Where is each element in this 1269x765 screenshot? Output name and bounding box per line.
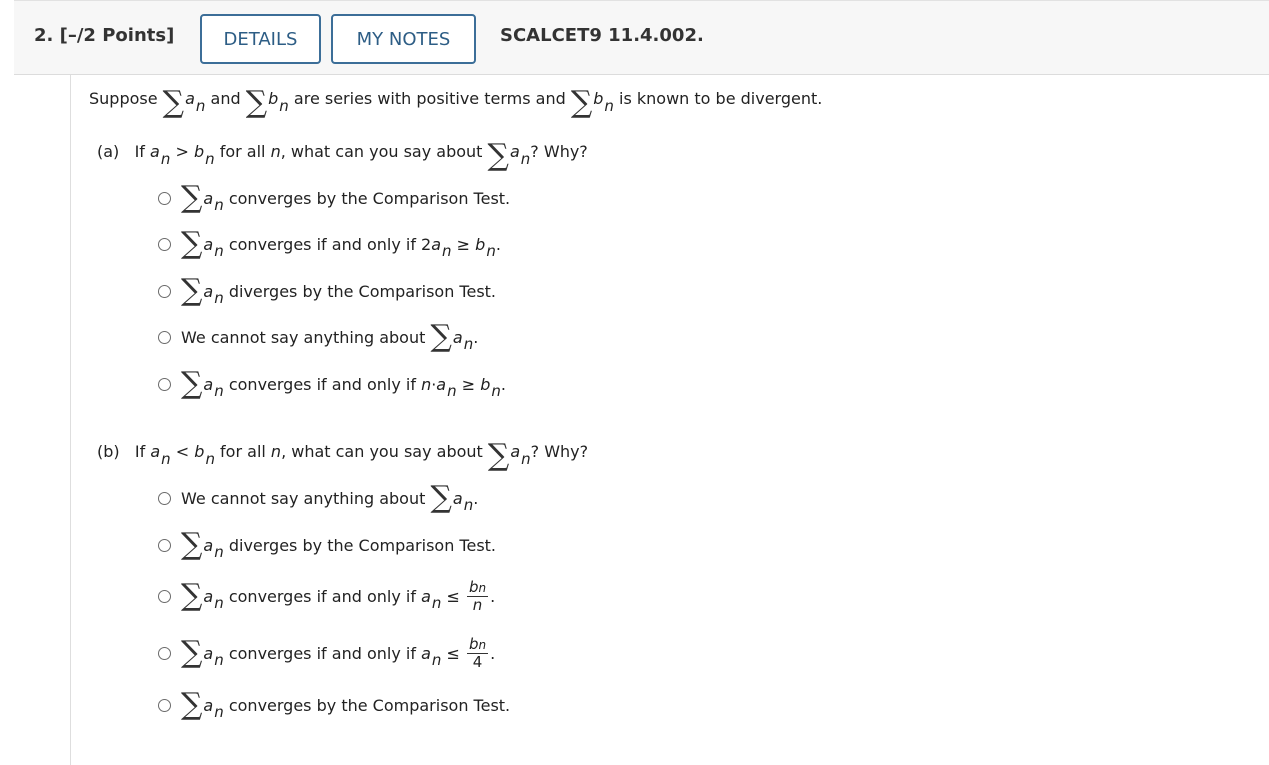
radio-button[interactable] [158,647,171,660]
sigma-icon: ∑ [181,226,203,261]
sigma-icon: ∑ [430,480,452,515]
option-text: We cannot say anything about [181,327,426,347]
option-text: We cannot say anything about [181,488,426,508]
option-text: converges if and only if [228,586,416,606]
sigma-icon: ∑ [181,273,203,308]
part-b-option-1[interactable]: We cannot say anything about ∑ a n . [158,483,478,513]
question-header [14,0,1269,75]
sigma-icon: ∑ [181,180,203,215]
radio-button[interactable] [158,492,171,505]
sigma-icon: ∑ [181,635,203,670]
option-text: diverges by the Comparison Test. [228,535,497,555]
fraction: $\frac{bn}{4}$ [468,635,487,671]
sigma-icon: ∑ [181,687,203,722]
part-b-prompt: (b) If an < bn for all n, what can you say about ∑an? Why? [97,438,589,473]
fraction-denominator: 4 [472,652,483,671]
sigma-icon: ∑ [245,85,268,120]
part-b-label: (b) [97,442,120,461]
radio-button[interactable] [158,192,171,205]
sigma-icon: ∑ [570,85,593,120]
part-b-relation: < [175,442,190,461]
sigma-icon: ∑ [487,138,509,173]
radio-button[interactable] [158,699,171,712]
part-a-question: , what can you say about [280,142,483,161]
option-text: converges if and only if [228,374,416,394]
my-notes-button[interactable]: MY NOTES [331,14,476,64]
part-a-option-1[interactable]: ∑ a n converges by the Comparison Test. [158,183,510,213]
problem-code: SCALCET9 11.4.002. [500,25,704,46]
sigma-icon: ∑ [162,85,185,120]
option-relation: ≥ [461,374,476,394]
fraction: $\frac{bn}{n}$ [468,578,487,614]
part-a-option-2[interactable]: ∑ a n converges if and only if 2 a n ≥ b n . [158,229,501,259]
radio-button[interactable] [158,378,171,391]
option-text: converges if and only if [228,643,416,663]
part-a-option-3[interactable]: ∑ a n diverges by the Comparison Test. [158,276,496,306]
radio-button[interactable] [158,331,171,344]
radio-button[interactable] [158,285,171,298]
option-relation: ≥ [456,234,471,254]
radio-button[interactable] [158,539,171,552]
part-a-prompt: (a) If an > bn for all n, what can you say about ∑an? Why? [97,138,588,173]
part-b-question: , what can you say about [281,442,483,461]
part-b-for-all: for all [220,442,266,461]
intro-text-2: and [210,89,241,108]
part-b-option-3[interactable]: ∑ a n converges if and only if a n ≤ $\frac{bn}{n}$ . [158,581,495,611]
option-relation: ≤ [446,643,460,663]
sigma-icon: ∑ [181,578,203,613]
option-text: converges by the Comparison Test. [228,188,511,208]
part-b-if: If [134,442,146,461]
intro-text-1: Suppose [89,89,158,108]
question-number: 2. [–/2 Points] [34,25,175,46]
part-b-option-2[interactable]: ∑ a n diverges by the Comparison Test. [158,530,496,560]
intro-text-4: is known to be divergent. [619,89,823,108]
part-a-label: (a) [97,142,120,161]
part-a-relation: > [175,142,189,161]
option-text: diverges by the Comparison Test. [228,281,497,301]
radio-button[interactable] [158,590,171,603]
part-a-if: If [134,142,145,161]
content-left-border [70,75,71,765]
part-a-option-4[interactable]: We cannot say anything about ∑ a n . [158,322,478,352]
sigma-icon: ∑ [181,366,203,401]
sigma-icon: ∑ [181,527,203,562]
part-a-for-all: for all [219,142,266,161]
radio-button[interactable] [158,238,171,251]
part-b-why: ? Why? [530,442,589,461]
option-text: converges if and only if 2 [228,234,432,254]
part-a-option-5[interactable]: ∑ a n converges if and only if n · a n ≥ b n . [158,369,506,399]
sigma-icon: ∑ [487,438,510,473]
option-relation: ≤ [446,586,460,606]
option-text: converges by the Comparison Test. [228,695,511,715]
intro-text: Suppose ∑an and ∑bn are series with positive terms and ∑bn is known to be divergent. [89,85,823,120]
part-a-why: ? Why? [530,142,588,161]
part-b-option-4[interactable]: ∑ a n converges if and only if a n ≤ $\frac{bn}{4}$ . [158,638,495,668]
part-b-option-5[interactable]: ∑ a n converges by the Comparison Test. [158,690,510,720]
details-button[interactable]: DETAILS [200,14,321,64]
intro-text-3: are series with positive terms and [293,89,566,108]
fraction-denominator: n [472,595,483,614]
sigma-icon: ∑ [430,319,452,354]
